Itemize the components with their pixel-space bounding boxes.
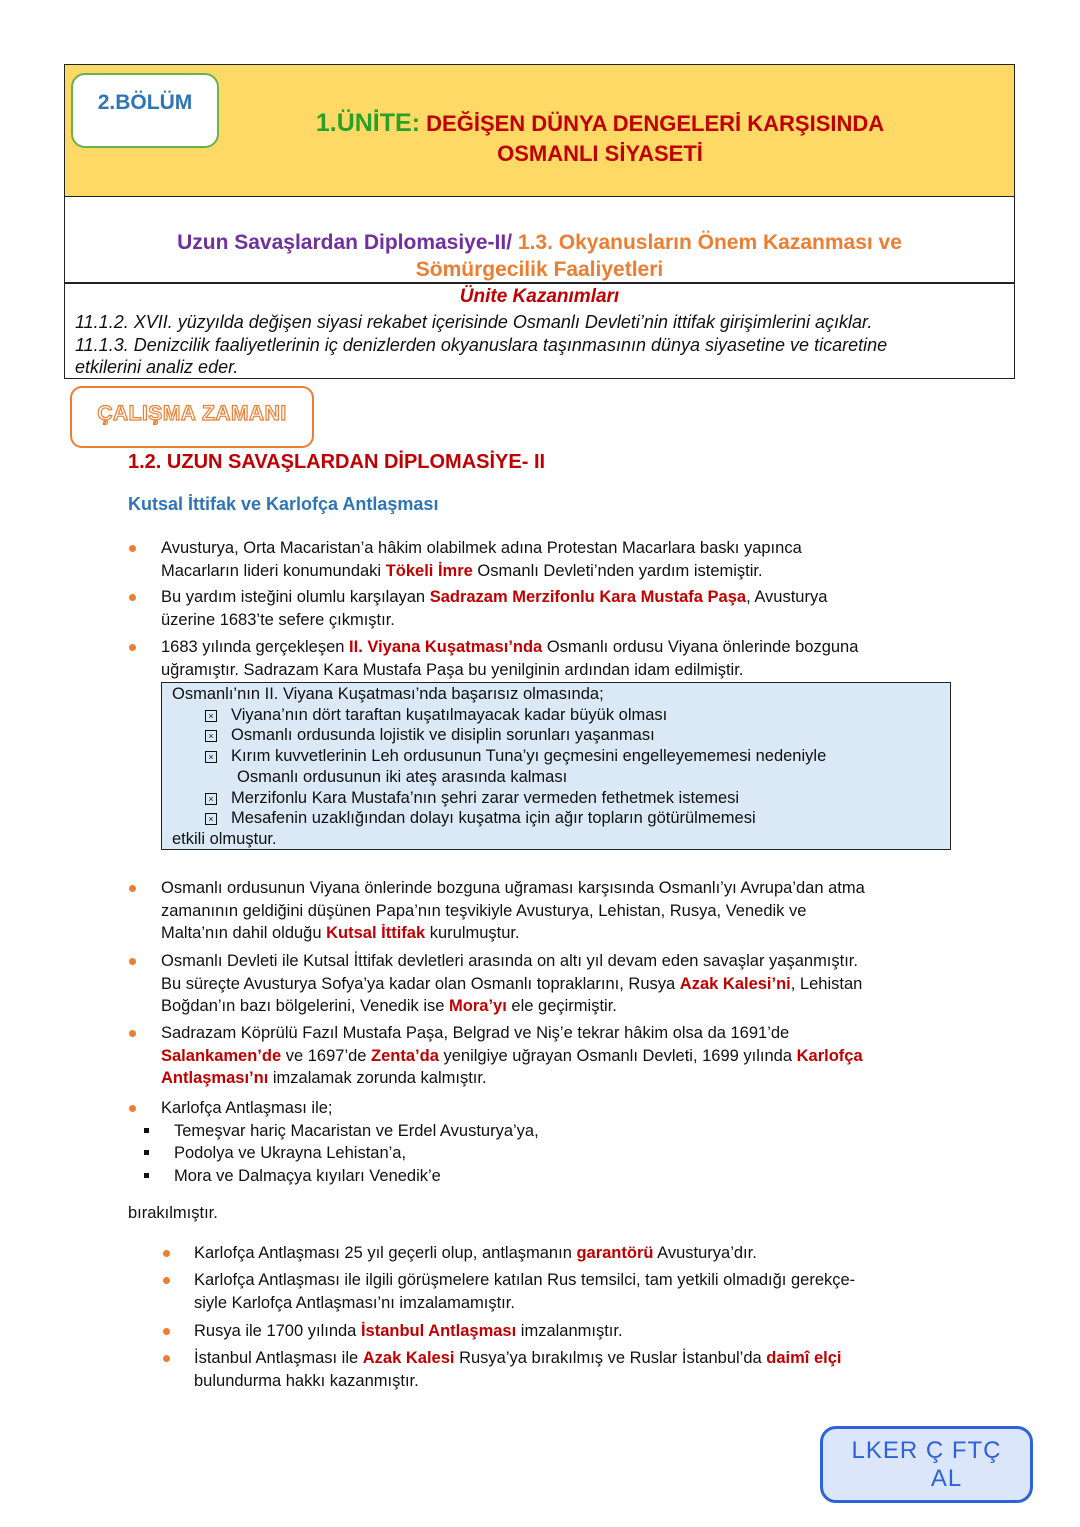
bullet-dot (129, 594, 136, 601)
unit-title (220, 108, 980, 169)
birakilmistir-text: bırakılmıştır. (128, 1204, 218, 1222)
sub-item: Mora ve Dalmaçya kıyıları Venedik’e (174, 1167, 441, 1185)
bullet-istanbul-antlasmasi: Rusya ile 1700 yılında İstanbul Antlaşması imzalanmıştır. (194, 1322, 623, 1340)
unit-title-line1: DEĞİŞEN DÜNYA DENGELERİ KARŞISINDA (426, 111, 885, 136)
bullet-dot (163, 1328, 170, 1335)
bullet-savaslar: Osmanlı Devleti ile Kutsal İttifak devletleri arasında on altı yıl devam eden savaşlar yaşanmıştır. Bu süreçte Avusturya Sofya’ya kadar olan Osmanlı topraklarını, Rusya Azak Kalesi’ni, Lehistan Boğdan’ın bazı bölgelerini, Venedik ise Mora’yı ele geçirmiştir. (161, 952, 863, 1015)
square-bullet-icon (144, 1128, 149, 1133)
bullet-dot (129, 545, 136, 552)
reason-item: × Viyana’nın dört taraftan kuşatılmayacak kadar büyük olması (172, 705, 942, 726)
unit-label: 1.ÜNİTE: (315, 109, 421, 137)
kazanim-2-cont: etkilerini analiz eder. (75, 357, 239, 377)
square-bullet-icon (144, 1150, 149, 1155)
subheader-part2: 1.3. Okyanusların Önem Kazanması ve (517, 231, 902, 254)
bullet-rus-temsilci: Karlofça Antlaşması ile ilgili görüşmelere katılan Rus temsilci, tam yetkili olmadığı gerekçe- siyle Karlofça Antlaşması’nı imzalamamıştır. (194, 1271, 856, 1312)
bullet-dot (129, 1105, 136, 1112)
bullet-karlofca-ile: Karlofça Antlaşması ile; (161, 1099, 333, 1117)
bullet-dot (129, 958, 136, 965)
checkbox-x-icon: × (205, 751, 217, 763)
unit-title-line2: OSMANLI SİYASETİ (497, 141, 703, 166)
reasons-list (172, 684, 942, 850)
bullet-daimi-elci: İstanbul Antlaşması ile Azak Kalesi Rusya’ya bırakılmış ve Ruslar İstanbul’da daimî elçi bulundurma hakkı kazanmıştır. (194, 1349, 842, 1390)
section-subtitle: Kutsal İttifak ve Karlofça Antlaşması (128, 494, 439, 514)
calisma-zamani-badge: ÇALIŞMA ZAMANI (70, 386, 314, 448)
reasons-outro: etkili olmuştur. (172, 829, 277, 848)
sub-item: Temeşvar hariç Macaristan ve Erdel Avusturya’ya, (174, 1122, 539, 1140)
bullet-garantor: Karlofça Antlaşması 25 yıl geçerli olup, antlaşmanın garantörü Avusturya’dır. (194, 1244, 757, 1262)
bullet-merzifonlu: Bu yardım isteğini olumlu karşılayan Sadrazam Merzifonlu Kara Mustafa Paşa, Avusturya üzerine 1683’te sefere çıkmıştır. (161, 588, 828, 629)
reason-item: × Mesafenin uzaklığından dolayı kuşatma için ağır topların götürülmemesi (172, 808, 942, 829)
checkbox-x-icon: × (205, 813, 217, 825)
sub-item: Podolya ve Ukrayna Lehistan’a, (174, 1144, 407, 1162)
bullet-dot (163, 1277, 170, 1284)
bullet-dot (129, 885, 136, 892)
section-title: 1.2. UZUN SAVAŞLARDAN DİPLOMASİYE- II (128, 451, 546, 473)
bullet-dot (129, 1030, 136, 1037)
reason-item: × Merzifonlu Kara Mustafa’nın şehri zarar vermeden fethetmek istemesi (172, 788, 942, 809)
bullet-dot (163, 1250, 170, 1257)
bullet-dot (163, 1355, 170, 1362)
subheader-part3: Sömürgecilik Faaliyetleri (415, 258, 664, 281)
bullet-kutsal-ittifak: Osmanlı ordusunun Viyana önlerinde bozguna uğraması karşısında Osmanlı’yı Avrupa’dan atma zamanının geldiğini düşünen Papa’nın teşvikiyle Avusturya, Lehistan, Rusya, Venedik ve Malta’nın dahil olduğu Kutsal İttifak kurulmuştur. (161, 879, 865, 942)
bullet-karlofca: Sadrazam Köprülü Fazıl Mustafa Paşa, Belgrad ve Niş’e tekrar hâkim olsa da 1691’de Salankamen’de ve 1697’de Zenta’da yenilgiye uğrayan Osmanlı Devleti, 1699 yılında Karlofça Antlaşması’nı imzalamak zorunda kalmıştır. (161, 1024, 863, 1087)
kazanimlar-body (75, 311, 1005, 379)
reasons-intro: Osmanlı’nın II. Viyana Kuşatması’nda başarısız olmasında; (172, 685, 604, 703)
kazanim-1: 11.1.2. XVII. yüzyılda değişen siyasi rekabet içerisinde Osmanlı Devleti’nin ittifak girişimlerini açıklar. (75, 312, 873, 332)
reason-item: × Kırım kuvvetlerinin Leh ordusunun Tuna’yı geçmesini engelleyememesi nedeniyle (172, 746, 942, 767)
kazanim-2: 11.1.3. Denizcilik faaliyetlerinin iç denizlerden okyanuslara taşınmasının dünya siyasetine ve ticaretine (75, 334, 888, 355)
subheader-part1: Uzun Savaşlardan Diplomasiye-II/ (177, 231, 513, 254)
checkbox-x-icon: × (205, 710, 217, 722)
bullet-viyana: 1683 yılında gerçekleşen II. Viyana Kuşatması’nda Osmanlı ordusu Viyana önlerinde bozguna uğramıştır. Sadrazam Kara Mustafa Paşa bu yenilginin ardından idam edilmiştir. (161, 638, 859, 679)
kazanimlar-title: Ünite Kazanımları (459, 286, 620, 307)
square-bullet-icon (144, 1173, 149, 1178)
checkbox-x-icon: × (205, 730, 217, 742)
reason-item-cont: Osmanlı ordusunun iki ateş arasında kalması (237, 767, 568, 786)
stamp-line2: AL (930, 1465, 963, 1492)
bullet-tokeli: Avusturya, Orta Macaristan’a hâkim olabilmek adına Protestan Macarlara baskı yapınca Macarların lideri konumundaki Tökeli İmre Osmanlı Devleti’nden yardım istemiştir. (161, 539, 802, 580)
author-stamp (820, 1426, 1033, 1503)
subheader-title (64, 229, 1015, 283)
stamp-line1: LKER Ç FTÇ (851, 1437, 1002, 1464)
bullet-dot (129, 644, 136, 651)
bolum-badge: 2.BÖLÜM (71, 73, 219, 148)
reason-item: × Osmanlı ordusunda lojistik ve disiplin sorunları yaşanması (172, 725, 942, 746)
checkbox-x-icon: × (205, 793, 217, 805)
